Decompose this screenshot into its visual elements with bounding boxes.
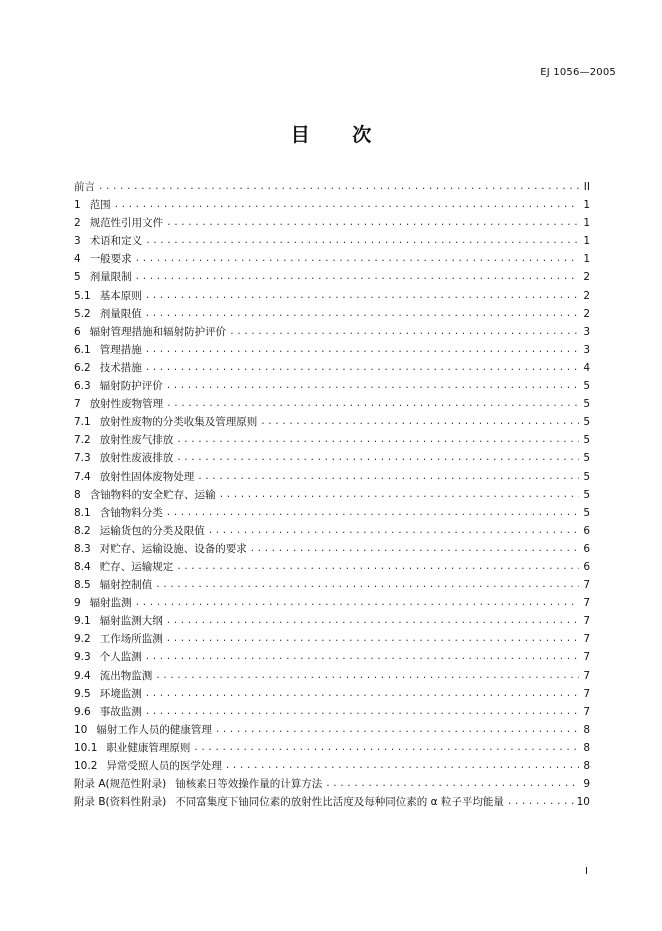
toc-entry-page: 2 [583, 289, 590, 302]
toc-entry[interactable] [74, 377, 590, 395]
toc-dot-leader [145, 341, 579, 359]
toc-entry-title: 辐射监测 [89, 597, 132, 610]
toc-entry-page: 10 [576, 796, 590, 809]
toc-entry-number: 8 [74, 488, 81, 501]
toc-entry[interactable] [74, 703, 590, 721]
toc-entry-title: 含铀物料的安全贮存、运输 [89, 488, 216, 501]
toc-dot-leader [229, 323, 579, 341]
toc-dot-leader [135, 268, 579, 286]
toc-entry-number: 8.4 [74, 560, 91, 573]
toc-entry[interactable] [74, 739, 590, 757]
toc-entry-number: 8.1 [74, 506, 91, 519]
toc-dot-leader [135, 250, 579, 268]
toc-entry[interactable] [74, 630, 590, 648]
toc-entry-title: 辐射控制值 [99, 579, 153, 592]
toc-entry[interactable] [74, 685, 590, 703]
toc-entry-title: 辐射监测大纲 [99, 615, 163, 628]
toc-entry-number: 6.2 [74, 361, 91, 374]
toc-entry-title: 辐射管理措施和辐射防护评价 [89, 325, 227, 338]
toc-entry-number: 7.1 [74, 416, 91, 429]
toc-dot-leader [215, 721, 579, 739]
toc-entry-page: 7 [583, 615, 590, 628]
toc-entry-number: 10 [74, 723, 88, 736]
toc-entry-page: 6 [583, 542, 590, 555]
toc-entry[interactable] [74, 721, 590, 739]
toc-entry-number: 5.1 [74, 289, 91, 302]
toc-dot-leader [166, 214, 579, 232]
toc-entry-page: 6 [583, 524, 590, 537]
toc-entry[interactable] [74, 612, 590, 630]
toc-entry[interactable] [74, 486, 590, 504]
toc-dot-leader [325, 775, 579, 793]
toc-entry-page: 7 [583, 633, 590, 646]
document-code: EJ 1056—2005 [540, 67, 616, 78]
toc-entry-title: 放射性废物管理 [89, 398, 164, 411]
toc-entry-title: 范围 [89, 199, 111, 212]
toc-entry-title: 放射性废气排放 [99, 434, 174, 447]
toc-entry[interactable] [74, 522, 590, 540]
toc-entry-number: 6 [74, 325, 81, 338]
toc-entry-title: 辐射工作人员的健康管理 [96, 723, 212, 736]
toc-dot-leader [155, 667, 579, 685]
toc-dot-leader [114, 196, 579, 214]
toc-entry-number: 5.2 [74, 307, 91, 320]
toc-dot-leader [225, 757, 579, 775]
toc-dot-leader [145, 232, 579, 250]
toc-entry-page: 8 [583, 723, 590, 736]
toc-dot-leader [98, 178, 579, 196]
toc-entry-title: 对贮存、运输设施、设备的要求 [99, 542, 247, 555]
toc-entry-page: 9 [583, 778, 590, 791]
toc-entry-number: 9.3 [74, 651, 91, 664]
toc-entry[interactable] [74, 504, 590, 522]
toc-dot-leader [193, 739, 579, 757]
toc-entry-page: II [583, 181, 590, 193]
toc-entry-number: 9 [74, 597, 81, 610]
toc-entry-title: 术语和定义 [89, 235, 143, 248]
toc-entry-title: 含铀物料分类 [99, 506, 163, 519]
toc-entry[interactable] [74, 793, 590, 811]
toc-entry-number: 8.5 [74, 579, 91, 592]
toc-dot-leader [166, 504, 579, 522]
toc-entry-number: 9.2 [74, 633, 91, 646]
toc-dot-leader [208, 522, 579, 540]
toc-entry-number: 4 [74, 253, 81, 266]
toc-entry-page: 8 [583, 741, 590, 754]
toc-entry-number: 1 [74, 199, 81, 212]
toc-entry-number: 8.3 [74, 542, 91, 555]
toc-entry[interactable] [74, 305, 590, 323]
toc-entry-page: 1 [583, 235, 590, 248]
toc-entry-page: 6 [583, 560, 590, 573]
toc-entry[interactable] [74, 178, 590, 196]
toc-dot-leader [176, 431, 579, 449]
toc-dot-leader [145, 685, 579, 703]
toc-entry-title: 辐射防护评价 [99, 380, 163, 393]
toc-entry-title: 基本原则 [99, 289, 142, 302]
toc-entry-number: 7.2 [74, 434, 91, 447]
toc-entry-page: 7 [583, 705, 590, 718]
toc-entry-number: 7.4 [74, 470, 91, 483]
toc-entry[interactable] [74, 287, 590, 305]
toc-entry-title: 环境监测 [99, 687, 142, 700]
toc-entry[interactable] [74, 395, 590, 413]
toc-entry-title: 流出物监测 [99, 669, 153, 682]
toc-dot-leader [145, 703, 579, 721]
toc-dot-leader [166, 612, 579, 630]
toc-entry-page: 5 [583, 380, 590, 393]
toc-dot-leader [145, 359, 579, 377]
toc-dot-leader [135, 594, 579, 612]
toc-entry-page: 5 [583, 434, 590, 447]
toc-entry-page: 1 [583, 217, 590, 230]
toc-entry[interactable] [74, 431, 590, 449]
toc-dot-leader [260, 413, 579, 431]
toc-entry-page: 5 [583, 452, 590, 465]
toc-entry-page: 7 [583, 687, 590, 700]
toc-dot-leader [145, 648, 579, 666]
toc-entry-title: 放射性废液排放 [99, 452, 174, 465]
toc-entry[interactable] [74, 214, 590, 232]
toc-entry-title: 个人监测 [99, 651, 142, 664]
toc-entry-number: 9.4 [74, 669, 91, 682]
toc-entry-title: 异常受照人员的医学处理 [106, 760, 222, 772]
toc-entry[interactable] [74, 341, 590, 359]
toc-entry[interactable] [74, 540, 590, 558]
toc-dot-leader [166, 630, 579, 648]
toc-entry[interactable] [74, 250, 590, 268]
toc-entry[interactable] [74, 775, 590, 793]
toc-entry-page: 5 [583, 416, 590, 429]
toc-entry-title: 放射性固体废物处理 [99, 470, 195, 483]
toc-entry[interactable] [74, 648, 590, 666]
toc-entry-page: 1 [583, 199, 590, 212]
toc-entry-page: 3 [583, 325, 590, 338]
toc-entry-title: 职业健康管理原则 [106, 741, 191, 754]
toc-dot-leader [145, 287, 579, 305]
toc-entry-page: 2 [583, 271, 590, 284]
toc-dot-leader [197, 468, 579, 486]
page-title: 目 次 [290, 124, 390, 146]
toc-entry[interactable] [74, 757, 590, 775]
toc-entry-title: 管理措施 [99, 343, 142, 356]
toc-entry-title: 剂量限值 [99, 307, 142, 320]
toc-entry-number: 9.1 [74, 615, 91, 628]
toc-dot-leader [176, 449, 579, 467]
toc-entry-title: 前言 [74, 181, 95, 193]
toc-entry-title: 放射性废物的分类收集及管理原则 [99, 416, 258, 429]
toc-entry[interactable] [74, 323, 590, 341]
toc-entry-page: 7 [583, 669, 590, 682]
toc-entry-page: 5 [583, 488, 590, 501]
toc-entry-number: 10.1 [74, 741, 98, 754]
toc-entry[interactable] [74, 359, 590, 377]
toc-entry-title: 运输货包的分类及限值 [99, 524, 205, 537]
toc-entry[interactable] [74, 268, 590, 286]
toc-entry[interactable] [74, 667, 590, 685]
toc-entry-number: 8.2 [74, 524, 91, 537]
toc-entry-title: 一般要求 [89, 253, 132, 266]
toc-entry-title: 工作场所监测 [99, 633, 163, 646]
toc-entry[interactable] [74, 594, 590, 612]
toc-entry-page: 4 [583, 361, 590, 374]
toc-dot-leader [176, 558, 579, 576]
toc-entry-number: 附录 A(规范性附录) [74, 778, 167, 791]
toc-entry[interactable] [74, 413, 590, 431]
toc-entry-title: 贮存、运输规定 [99, 560, 174, 573]
toc-entry-number: 3 [74, 235, 81, 248]
toc-entry-number: 9.5 [74, 687, 91, 700]
toc-entry-page: 1 [583, 253, 590, 266]
toc-entry-number: 附录 B(资料性附录) [74, 796, 167, 809]
toc-entry[interactable] [74, 232, 590, 250]
toc-entry-page: 7 [583, 651, 590, 664]
toc-entry-number: 2 [74, 217, 81, 230]
toc-dot-leader [145, 305, 579, 323]
toc-entry-title: 铀核素日等效操作量的计算方法 [175, 778, 323, 791]
toc-entry-page: 8 [583, 760, 590, 772]
toc-entry-page: 5 [583, 470, 590, 483]
toc-entry-page: 5 [583, 506, 590, 519]
toc-dot-leader [166, 377, 579, 395]
toc-dot-leader [155, 576, 579, 594]
toc-entry-page: 2 [583, 307, 590, 320]
toc-entry-title: 技术措施 [99, 361, 142, 374]
table-of-contents [74, 178, 590, 811]
toc-entry-title: 剂量限制 [89, 271, 132, 284]
toc-entry-page: 3 [583, 343, 590, 356]
page-number: I [585, 866, 588, 877]
toc-dot-leader [166, 395, 579, 413]
toc-entry-title: 不同富集度下铀同位素的放射性比活度及每种同位素的 α 粒子平均能量 [175, 796, 504, 809]
toc-entry[interactable] [74, 449, 590, 467]
toc-dot-leader [219, 486, 579, 504]
toc-entry-number: 6.3 [74, 380, 91, 393]
toc-entry-number: 6.1 [74, 343, 91, 356]
toc-entry[interactable] [74, 558, 590, 576]
toc-entry-number: 7.3 [74, 452, 91, 465]
toc-entry[interactable] [74, 468, 590, 486]
toc-entry-title: 事故监测 [99, 705, 142, 718]
toc-entry-page: 7 [583, 597, 590, 610]
toc-entry[interactable] [74, 576, 590, 594]
toc-entry-number: 9.6 [74, 705, 91, 718]
toc-entry-number: 7 [74, 398, 81, 411]
toc-entry-number: 5 [74, 271, 81, 284]
toc-entry-number: 10.2 [74, 760, 98, 772]
toc-dot-leader [507, 793, 574, 811]
toc-dot-leader [250, 540, 579, 558]
toc-entry[interactable] [74, 196, 590, 214]
toc-entry-page: 7 [583, 579, 590, 592]
toc-entry-page: 5 [583, 398, 590, 411]
toc-entry-title: 规范性引用文件 [89, 217, 164, 230]
